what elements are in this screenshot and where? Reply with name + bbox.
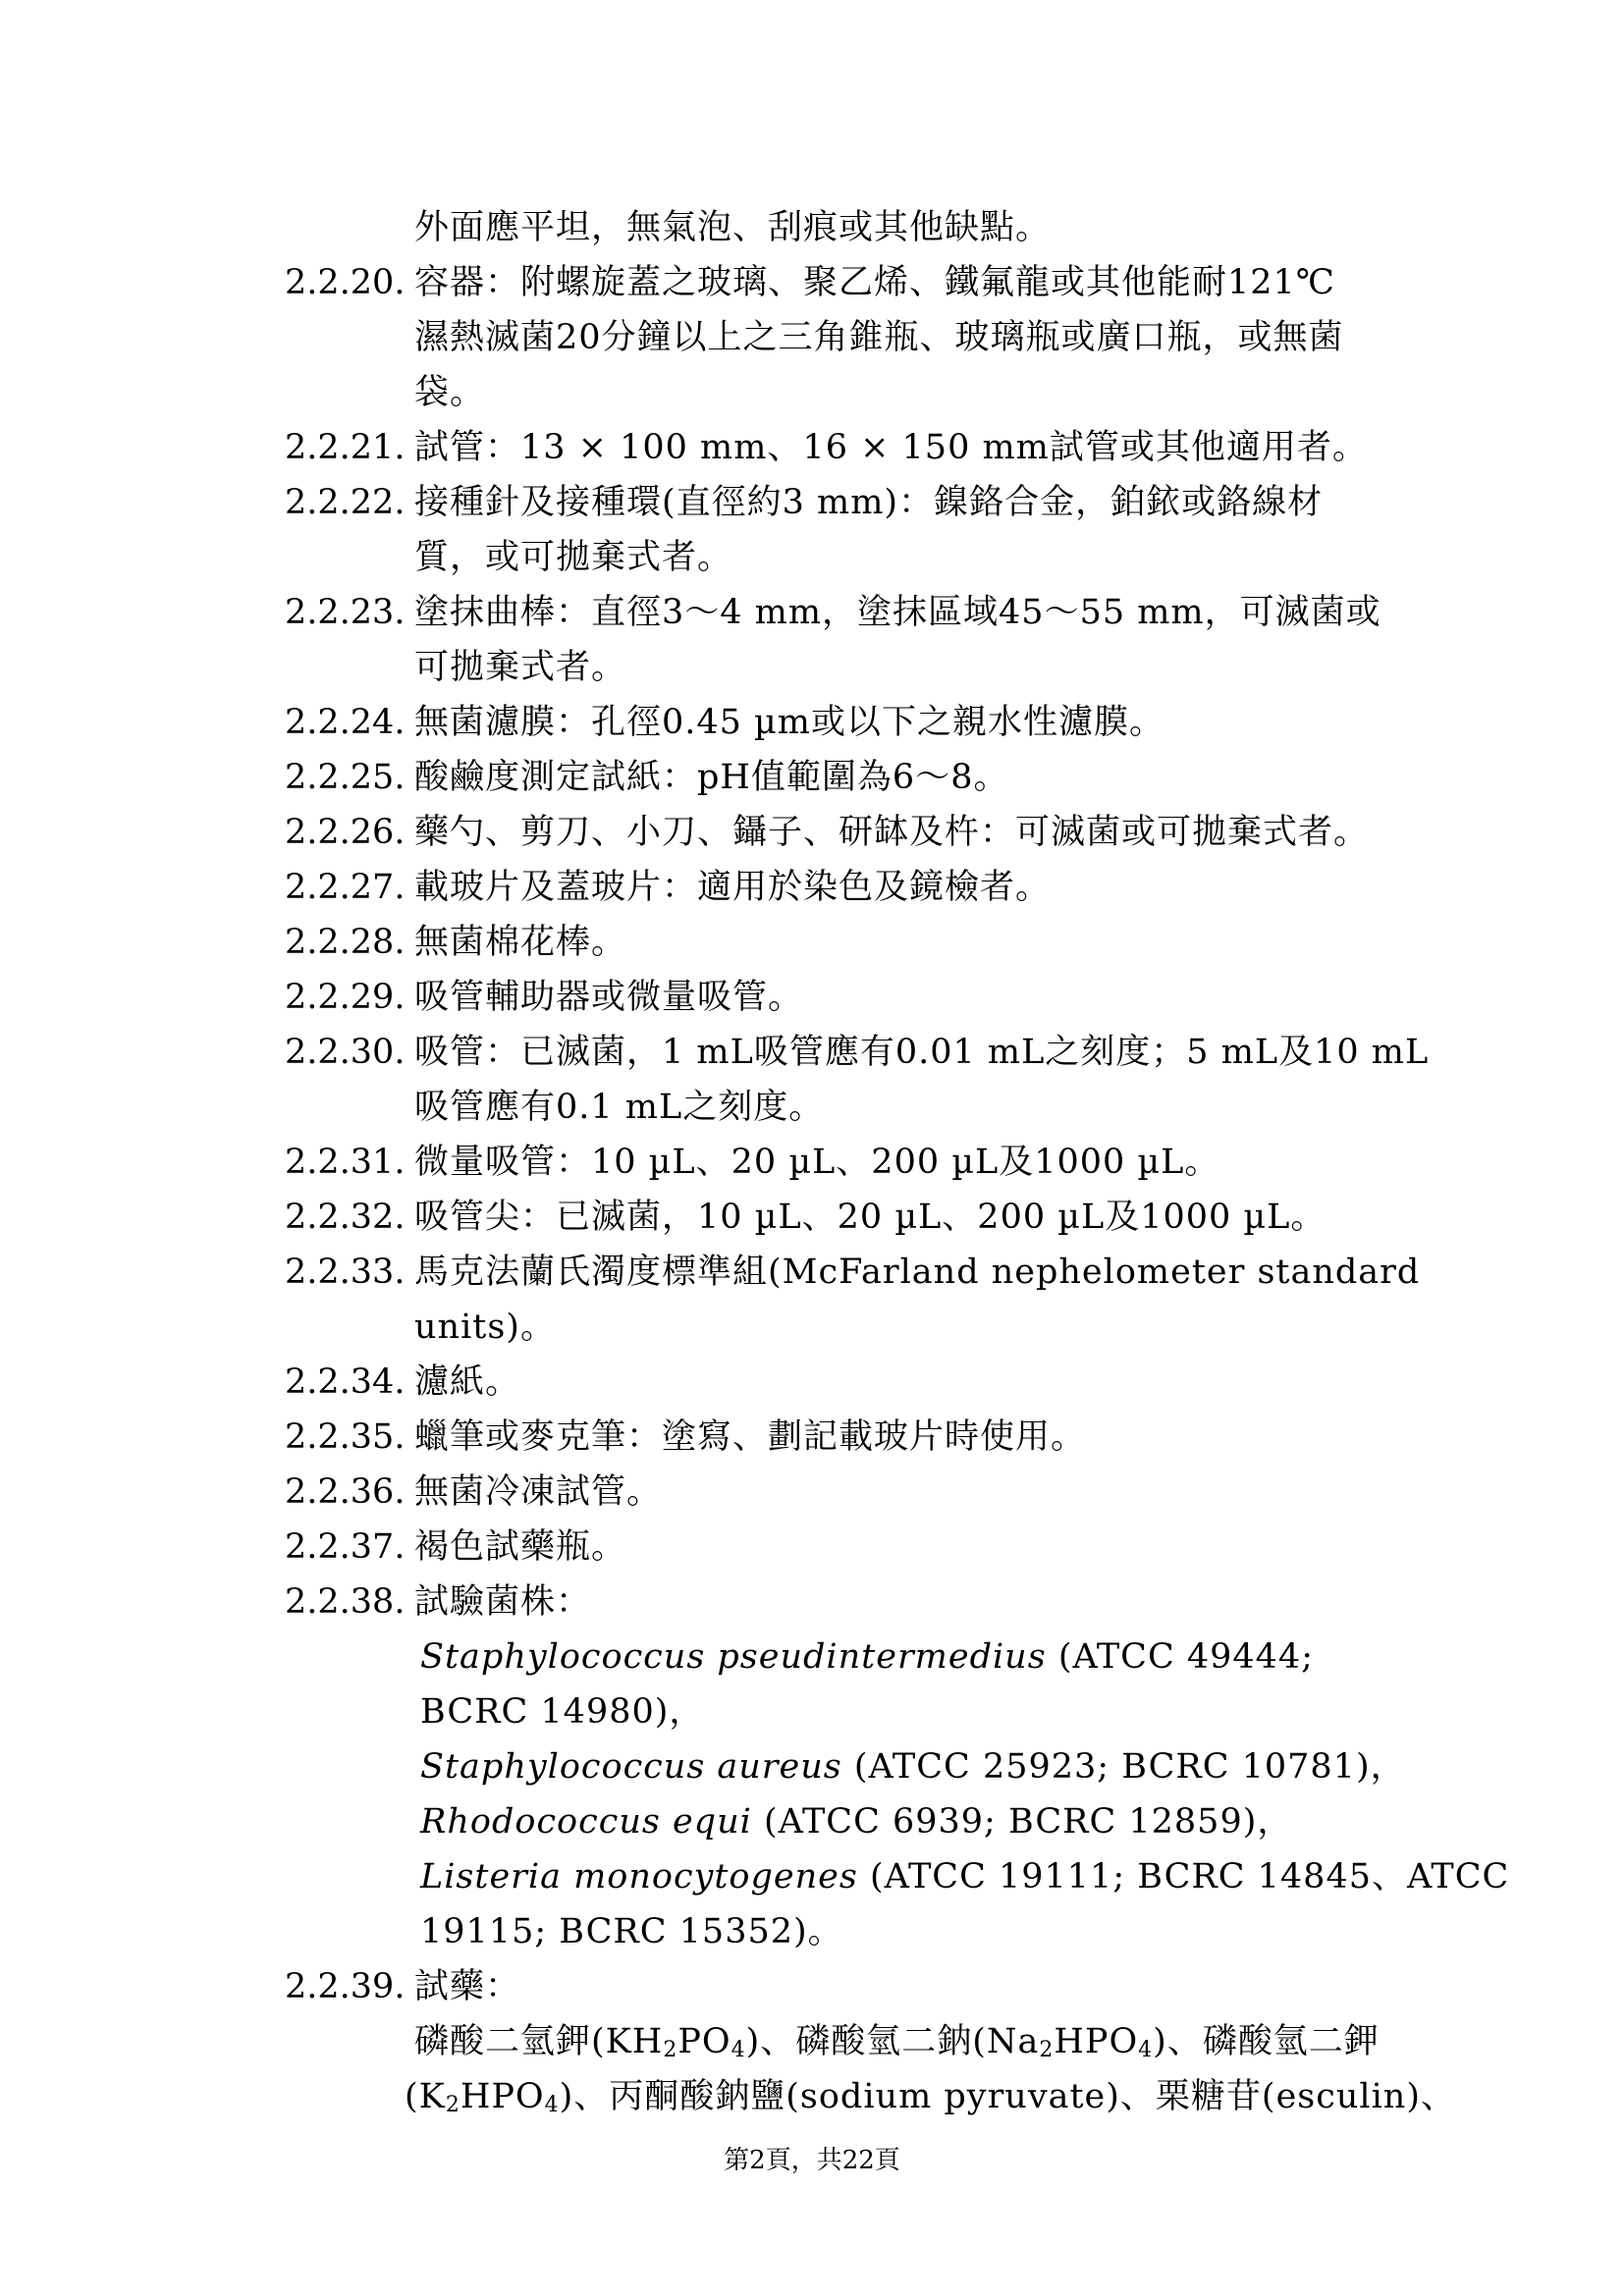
item-number: 2.2.35.	[285, 1417, 406, 1457]
list-item	[285, 1025, 1430, 1080]
item-text: 塗抹曲棒：直徑3～4 mm，塗抹區域45～55 mm，可滅菌或	[414, 593, 1381, 632]
item-text: 褐色試藥瓶。	[414, 1527, 627, 1567]
list-item	[285, 750, 1394, 805]
item-number: 2.2.20.	[285, 263, 406, 302]
page-footer: 第2頁，共22頁	[724, 2146, 900, 2175]
list-item	[285, 970, 1394, 1025]
species-name: Listeria monocytogenes	[420, 1857, 858, 1896]
reagent-line-2	[285, 2069, 1456, 2124]
strain-line	[285, 1849, 1510, 1904]
item-text: 可拋棄式者。	[414, 648, 627, 687]
item-text: 試驗菌株：	[414, 1582, 592, 1622]
item-text: 藥勺、剪刀、小刀、鑷子、研缽及杵：可滅菌或可拋棄式者。	[414, 813, 1370, 852]
reagent-line-1	[285, 2014, 1394, 2069]
subscript: 2	[445, 2093, 460, 2117]
item-text: 質，或可拋棄式者。	[414, 538, 733, 577]
species-name: Staphylococcus pseudintermedius	[420, 1637, 1047, 1677]
reagent-text: )、磷酸氫二鉀	[1153, 2022, 1380, 2061]
item-number: 2.2.22.	[285, 483, 406, 522]
strain-line	[285, 1629, 1394, 1684]
reagent-text: )、磷酸氫二鈉(Na	[745, 2022, 1040, 2061]
item-number: 2.2.30.	[285, 1033, 406, 1072]
strain-detail: (ATCC 49444;	[1046, 1637, 1314, 1677]
reagent-text: )、丙酮酸鈉鹽(sodium pyruvate)、栗糖苷(esculin)、	[559, 2077, 1456, 2116]
list-item	[285, 695, 1394, 750]
item-text: 微量吸管：10 µL、20 µL、200 µL及1000 µL。	[414, 1143, 1220, 1182]
item-text: 載玻片及蓋玻片：適用於染色及鏡檢者。	[414, 868, 1052, 907]
list-item	[285, 915, 1394, 970]
subscript: 4	[544, 2093, 560, 2117]
strain-detail: BCRC 14980)，	[420, 1692, 705, 1732]
list-item	[285, 1355, 1394, 1410]
list-item-continuation	[285, 310, 1394, 365]
strain-line	[285, 1684, 1394, 1739]
list-item	[285, 1520, 1394, 1575]
strain-detail: 19115; BCRC 15352)。	[420, 1912, 843, 1951]
item-text: 酸鹼度測定試紙：pH值範圍為6～8。	[414, 758, 1009, 797]
item-text: 外面應平坦，無氣泡、刮痕或其他缺點。	[414, 208, 1052, 247]
item-number: 2.2.25.	[285, 758, 406, 797]
item-text: 吸管：已滅菌，1 mL吸管應有0.01 mL之刻度；5 mL及10 mL	[414, 1033, 1430, 1072]
list-item	[285, 1135, 1394, 1190]
strain-line	[285, 1904, 1394, 1959]
item-number: 2.2.21.	[285, 428, 406, 467]
item-number: 2.2.23.	[285, 593, 406, 632]
item-text: 接種針及接種環(直徑約3 mm)：鎳鉻合金，鉑銥或鉻線材	[414, 483, 1324, 522]
list-item	[285, 585, 1394, 640]
item-text: 濾紙。	[414, 1362, 521, 1402]
item-number: 2.2.24.	[285, 703, 406, 742]
item-text: 蠟筆或麥克筆：塗寫、劃記載玻片時使用。	[414, 1417, 1087, 1457]
item-text: 濕熱滅菌20分鐘以上之三角錐瓶、玻璃瓶或廣口瓶，或無菌	[414, 318, 1344, 357]
list-item-continuation	[285, 200, 1394, 255]
list-item-continuation	[285, 1080, 1394, 1135]
item-number: 2.2.34.	[285, 1362, 406, 1402]
item-number: 2.2.29.	[285, 978, 406, 1017]
item-text: 無菌冷凍試管。	[414, 1472, 663, 1512]
item-number: 2.2.38.	[285, 1582, 406, 1622]
list-item	[285, 860, 1394, 915]
list-item	[285, 255, 1394, 310]
item-text: 吸管應有0.1 mL之刻度。	[414, 1088, 825, 1127]
subscript: 2	[1039, 2038, 1055, 2062]
subscript: 4	[731, 2038, 746, 2062]
item-number: 2.2.26.	[285, 813, 406, 852]
item-text: units)。	[414, 1308, 556, 1347]
reagent-text: 磷酸二氫鉀(KH	[414, 2022, 664, 2061]
list-item	[285, 1465, 1394, 1520]
item-text: 袋。	[414, 373, 486, 412]
strain-detail: (ATCC 6939; BCRC 12859)，	[751, 1802, 1293, 1842]
item-number: 2.2.32.	[285, 1198, 406, 1237]
item-number: 2.2.39.	[285, 1967, 406, 2006]
strain-detail: (ATCC 25923; BCRC 10781)，	[841, 1747, 1406, 1787]
list-item	[285, 420, 1394, 475]
item-number: 2.2.36.	[285, 1472, 406, 1512]
reagent-text: HPO	[1054, 2022, 1139, 2061]
list-item-continuation	[285, 365, 1394, 420]
reagent-text: (K	[405, 2077, 446, 2116]
list-item	[285, 805, 1394, 860]
species-name: Staphylococcus aureus	[420, 1747, 842, 1787]
list-item-continuation	[285, 1300, 1394, 1355]
list-item	[285, 1575, 1394, 1629]
list-item	[285, 1190, 1394, 1245]
reagent-text: PO	[677, 2022, 731, 2061]
item-text: 吸管尖：已滅菌，10 µL、20 µL、200 µL及1000 µL。	[414, 1198, 1326, 1237]
strain-detail: (ATCC 19111; BCRC 14845、ATCC	[857, 1857, 1510, 1896]
item-number: 2.2.28.	[285, 923, 406, 962]
strain-line	[285, 1739, 1406, 1794]
item-text: 試藥：	[414, 1967, 521, 2006]
item-list	[285, 200, 1430, 1629]
item-text: 吸管輔助器或微量吸管。	[414, 978, 804, 1017]
list-item-continuation	[285, 530, 1394, 585]
item-text: 無菌濾膜：孔徑0.45 µm或以下之親水性濾膜。	[414, 703, 1164, 742]
item-text: 容器：附螺旋蓋之玻璃、聚乙烯、鐵氟龍或其他能耐121℃	[414, 263, 1335, 302]
list-item	[285, 1410, 1394, 1465]
item-text: 馬克法蘭氏濁度標準組(McFarland nephelometer standard	[414, 1253, 1421, 1292]
species-name: Rhodococcus equi	[420, 1802, 752, 1842]
item-number: 2.2.27.	[285, 868, 406, 907]
item-number: 2.2.37.	[285, 1527, 406, 1567]
subscript: 2	[663, 2038, 678, 2062]
list-item	[285, 475, 1394, 530]
item-number: 2.2.33.	[285, 1253, 406, 1292]
reagent-text: HPO	[460, 2077, 545, 2116]
item-text: 試管：13 × 100 mm、16 × 150 mm試管或其他適用者。	[414, 428, 1368, 467]
subscript: 4	[1138, 2038, 1154, 2062]
document-body	[285, 200, 1510, 2124]
list-item-reagents	[285, 1959, 1394, 2014]
list-item	[285, 1245, 1421, 1300]
item-text: 無菌棉花棒。	[414, 923, 627, 962]
strain-list	[285, 1629, 1510, 1959]
strain-line	[285, 1794, 1394, 1849]
list-item-continuation	[285, 640, 1394, 695]
item-number: 2.2.31.	[285, 1143, 406, 1182]
